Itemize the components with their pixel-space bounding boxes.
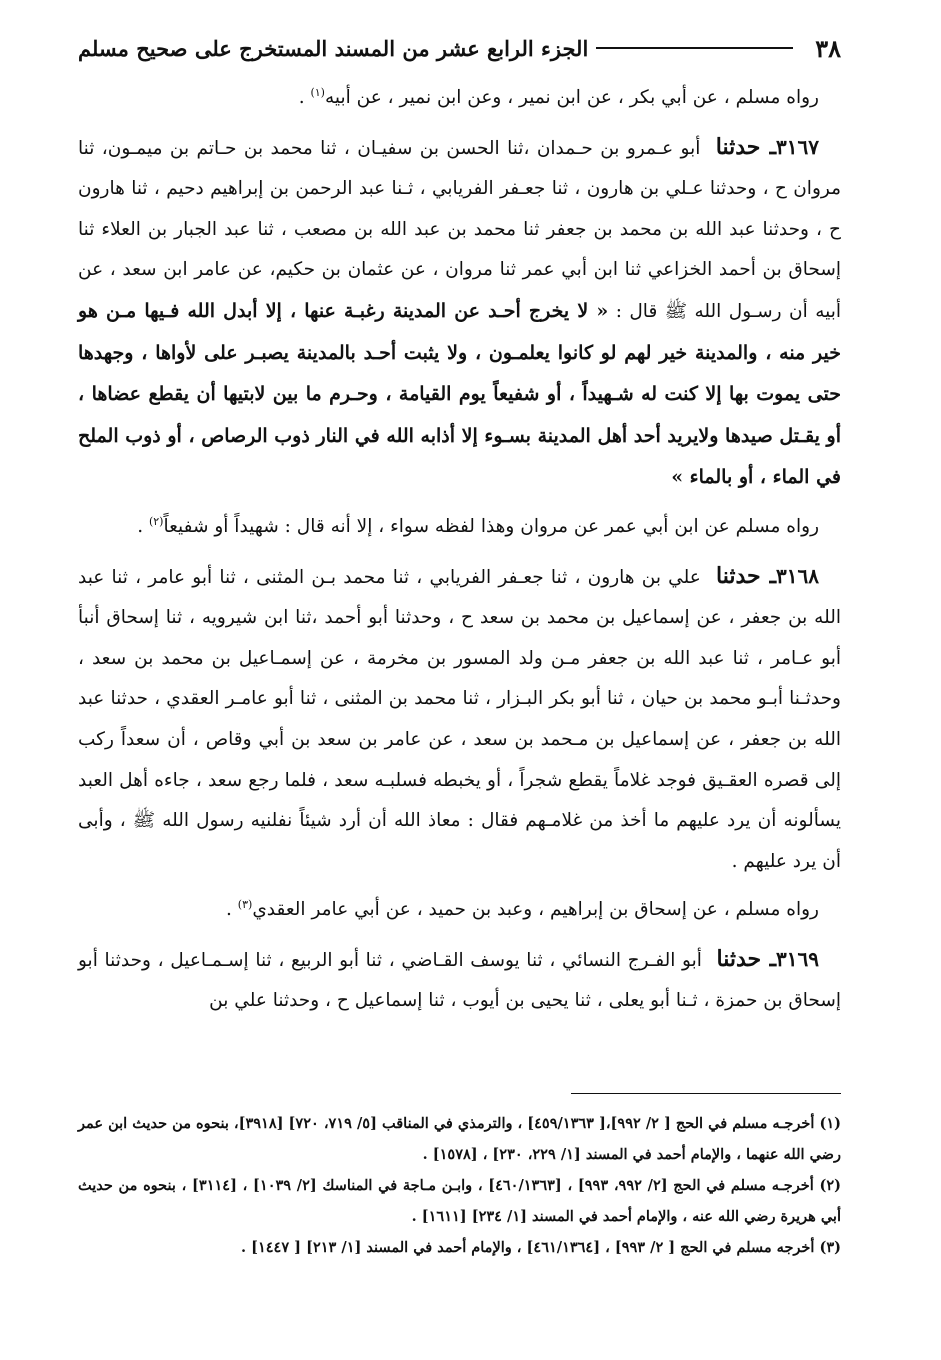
- intro-text: رواه مسلم ، عن أبي بكر ، عن ابن نمير ، وعن ابن نمير ، عن أبيه: [324, 87, 819, 108]
- footnote-ref-2: (٢): [148, 514, 164, 528]
- page-number: ٣٨: [815, 33, 841, 63]
- hadith-3168: [78, 556, 841, 883]
- footnote-ref-1: (١): [310, 85, 325, 99]
- riwaya-text: رواه مسلم عن ابن أبي عمر عن مروان وهذا لفظه سواء ، إلا أنه قال : شهيداً أو شفيعاً: [163, 515, 819, 537]
- footnotes: [78, 1108, 841, 1263]
- hadith-number: ٣١٦٨: [776, 563, 819, 588]
- running-title: الجزء الرابع عشر من المسند المستخرج على صحيح مسلم: [78, 35, 589, 61]
- riwaya-end: .: [226, 899, 238, 921]
- hadith-matn: « لا يخرج أحـد عن المدينة رغبـة عنها ، إلا أبدل الله فـيها مـن هو خير منه ، والمدينة خير لهم لو كانوا يعلمـون ، ولا يثبت أحـد بالمدينة يصبـر على لأواها ، وجهدها حتى يموت بها إلا كنت له شـهيداً ، أو شفيعاً يوم القيامة ، وحـرم ما بين لابتيها أن يقطع عضاها ، أو يقـتل صيدها ولايريد أحد أهل المدينة بسـوء إلا أذابه الله في النار ذوب الرصاص ، أو ذوب الملح في الماء ، أو بالماء »: [78, 299, 841, 489]
- hadith-opener: ـ حدثنا: [715, 133, 777, 160]
- hadith-3169: [78, 939, 841, 1022]
- main-text: [78, 78, 841, 1022]
- header-rule: [596, 47, 793, 49]
- riwaya-end: .: [137, 515, 149, 537]
- hadith-text: أبو الفـرج النسائي ، ثنا يوسف القـاضي ، ثنا أبو الربيع ، ثنا إسـمـاعيل ، وحدثنا أبو إسحاق بن حمزة ، ثـنا أبو يعلى ، ثنا يحيى بن أيوب ، ثنا إسماعيل ح ، وحدثنا علي بن: [78, 949, 841, 1012]
- hadith-text: علي بن هارون ، ثنا جعـفر الفريابي ، ثنا محمد بـن المثنى ، ثنا أبو عامر ، ثنا عبد الله بن جعفر ، عن إسماعيل بن محمد بن سعد ح ، وحدثنا أبو أحمد ،ثنا ابن شيرويه ، ثنا إسحاق أنبأ أبو عـامر ، ثنا عبد الله بن جعفر مـن ولد المسور بن مخرمة ، عن إسمـاعيل بن محمد بن سعد ، وحدثـنا أبـو محمد بن حيان ، ثنا أبو بكر البـزار ، ثنا محمد بن المثنى ، ثنا أبو عامـر العقدي ، حدثنا عبد الله بن جعفر ، عن إسماعيل بن مـحمد بن سعد ، عن عامر بن سعد بن أبي وقاص ، أن سعداً ركب إلى قصره العقـيق فوجد غلاماً يقطع شجراً ، أو يخبطه فسلبـه سعد ، فلما رجع سعد ، جاءه أهل العبد يسألونه أن يرد عليهم ما أخذ من غلامـهم فقال : معاذ الله أن أرد شيئاً نفلنيه رسول الله ﷺ ، وأبى أن يرد عليهم .: [78, 566, 841, 872]
- riwaya-text: رواه مسلم ، عن إسحاق بن إبراهيم ، وعبد بن حميد ، عن أبي عامر العقدي: [252, 899, 819, 921]
- riwaya-3168: [78, 890, 841, 931]
- riwaya-3167: [78, 507, 841, 548]
- hadith-3167: [78, 127, 841, 499]
- footnote-2: (٢) أخرجـه مسلم في الحج [٢/ ٩٩٢، ٩٩٣] ، [٤٦٠/١٣٦٣] ، وابـن مـاجة في المناسك [٢/ ١٠٣٩] ، [٣١١٤] ، بنحوه من حديث أبي هريرة رضي الله عنه ، والإمام أحمد في المسند [١/ ٢٣٤] [١٦١١] .: [78, 1177, 842, 1225]
- intro-end: .: [298, 87, 311, 108]
- footnote-3: (٣) أخرجه مسلم في الحج [ ٢/ ٩٩٣] ، [٤٦١/١٣٦٤] ، والإمام أحمد في المسند [١/ ٢١٣] [ ١٤٤٧] .: [241, 1239, 841, 1256]
- hadith-opener: ـ حدثنا: [716, 945, 777, 972]
- running-header: [78, 28, 841, 68]
- footnote-ref-3: (٣): [237, 898, 253, 912]
- intro-paragraph: [78, 78, 841, 119]
- hadith-number: ٣١٦٧: [776, 134, 819, 159]
- hadith-number: ٣١٦٩: [776, 946, 819, 971]
- hadith-opener: ـ حدثنا: [715, 562, 777, 589]
- book-page: [78, 28, 841, 1320]
- hadith-isnad: أبو عـمرو بن حـمدان ،ثنا الحسن بن سفيـان ، ثنا محمد بن حـاتم بن ميمـون، ثنا مروان ح ، وحدثنا عـلي بن هارون ، ثنا جعـفر الفريابي ، ثـنا عبد الرحمن بن إبراهيم دحيم ، ثنا هارون ح ، وحدثنا عبد الله بن محمد بن جعفر ثنا محمد بن عبد الله بن مصعب ، ثنا عبد الجبار بن العلاء ثنا إسحاق بن أحمد الخزاعي ثنا ابن أبي عمر ثنا مروان ، عن عثمان بن حكيم، عن عامر ابن سعد ، عن أبيه أن رسـول الله ﷺ قال :: [78, 137, 841, 322]
- footnotes-rule: [571, 1093, 841, 1094]
- footnote-1: (١) أخرجـه مسلم في الحج [ ٢/ ٩٩٢]،[ ٤٥٩/١٣٦٣] ، والترمذي في المناقب [٥/ ٧١٩، ٧٢٠] [٣٩١٨]، بنحوه من حديث ابن عمر رضي الله عنهما ، والإمام أحمد في المسند [١/ ٢٢٩، ٢٣٠] ، [١٥٧٨] .: [78, 1115, 841, 1163]
